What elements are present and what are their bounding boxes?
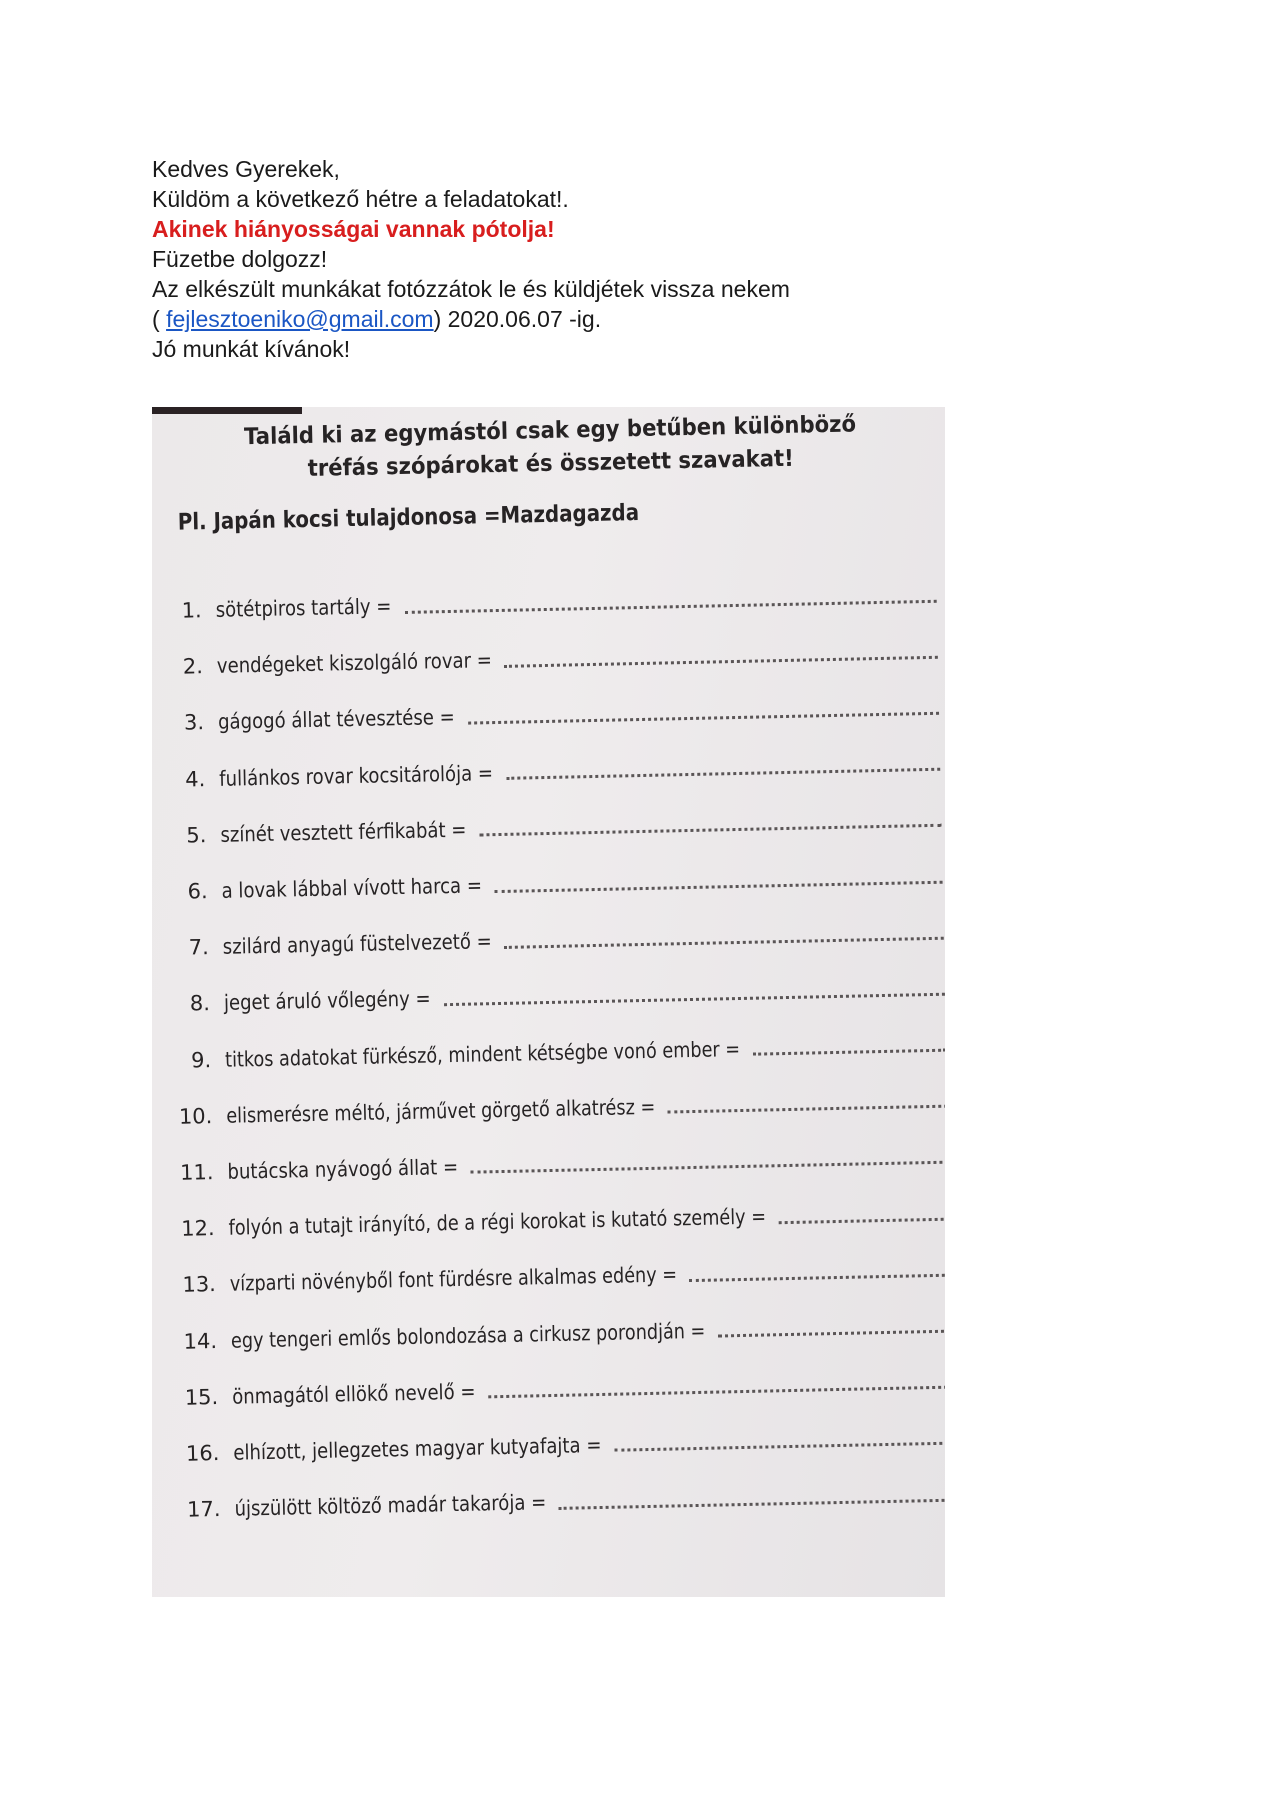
worksheet-title-line2: tréfás szópárokat és összetett szavakat! [307,445,795,482]
answer-blank [558,1496,945,1509]
exercise-number: 5. [186,822,207,848]
answer-blank [753,1047,945,1056]
exercise-number: 15. [184,1384,219,1410]
email-link[interactable]: fejlesztoeniko@gmail.com [166,306,434,332]
exercise-clue: szilárd anyagú füstelvezető = [222,929,493,960]
worksheet-photo [152,407,945,1597]
exercise-clue: elismerésre méltó, járművet görgető alkatrész = [226,1094,656,1128]
exercise-number: 7. [188,935,210,960]
exercise-number: 14. [183,1328,218,1354]
exercise-clue: színét vesztett férfikabát = [220,817,467,847]
deadline-text: ) 2020.06.07 -ig. [433,306,602,332]
exercise-clue: folyón a tutajt irányító, de a régi korokat is kutató személy = [228,1204,767,1240]
exercise-clue: újszülött költöző madár takarója = [234,1490,547,1521]
answer-blank [689,1271,945,1281]
exercise-number: 16. [185,1440,220,1466]
warning-line: Akinek hiányosságai vannak pótolja! [152,216,555,242]
exercise-clue: egy tengeri emlős bolondozása a cirkusz porondján = [230,1318,706,1353]
answer-blank [667,1103,945,1114]
worksheet-page [152,407,945,1597]
answer-blank [479,822,941,837]
exercise-number: 6. [187,879,208,904]
exercise-list [152,567,945,1539]
exercise-clue: gágogó állat tévesztése = [217,705,456,735]
exercise-clue: titkos adatokat fürkésző, mindent kétségbe vonó ember = [224,1036,741,1072]
answer-blank [468,710,939,725]
answer-blank [404,597,936,613]
intro-line: Küldöm a következő hétre a feladatokat!. [152,186,569,212]
exercise-number: 12. [181,1216,215,1241]
letter-text [152,154,790,364]
exercise-clue: butácska nyávogó állat = [227,1154,459,1184]
send-instruction-line: Az elkészült munkákat fotózzátok le és küldjétek vissza nekem [152,276,790,302]
exercise-number: 9. [190,1047,212,1073]
exercise-number: 13. [182,1272,217,1298]
exercise-number: 8. [189,991,211,1016]
answer-blank [614,1440,945,1452]
worksheet-example: Pl. Japán kocsi tulajdonosa =Mazdagazda [177,499,640,536]
exercise-number: 11. [179,1160,214,1185]
answer-blank [444,991,945,1007]
exercise-number: 1. [181,598,202,623]
answer-blank [778,1215,945,1224]
email-line [152,304,790,334]
exercise-clue: jeget áruló vőlegény = [223,986,431,1016]
exercise-clue: elhízott, jellegzetes magyar kutyafajta = [233,1432,602,1465]
answer-blank [504,934,944,948]
exercise-clue: sötétpiros tartály = [215,594,392,622]
paren-open: ( [152,306,167,332]
exercise-clue: vendégeket kiszolgáló rovar = [216,648,493,679]
exercise-clue: önmagától ellökő nevelő = [231,1379,476,1409]
instruction-line: Füzetbe dolgozz! [152,246,328,272]
exercise-clue: fullánkos rovar kocsitárolója = [218,760,494,791]
answer-blank [471,1159,945,1174]
closing-line: Jó munkát kívánok! [152,336,351,362]
exercise-number: 3. [183,710,205,736]
exercise-clue: a lovak lábbal vívott harca = [221,873,483,903]
exercise-number: 4. [184,766,206,792]
exercise-number: 10. [178,1103,213,1129]
worksheet-title [228,408,873,487]
greeting: Kedves Gyerekek, [152,156,340,182]
answer-blank [506,766,940,780]
exercise-number: 17. [186,1497,221,1522]
answer-blank [494,878,942,892]
answer-blank [718,1328,945,1338]
exercise-number: 2. [182,654,204,679]
answer-blank [504,654,938,668]
worksheet-title-line1: Találd ki az egymástól csak egy betűben különböző [243,411,857,451]
answer-blank [488,1384,945,1399]
exercise-clue: vízparti növényből font fürdésre alkalmas edény = [229,1262,678,1297]
